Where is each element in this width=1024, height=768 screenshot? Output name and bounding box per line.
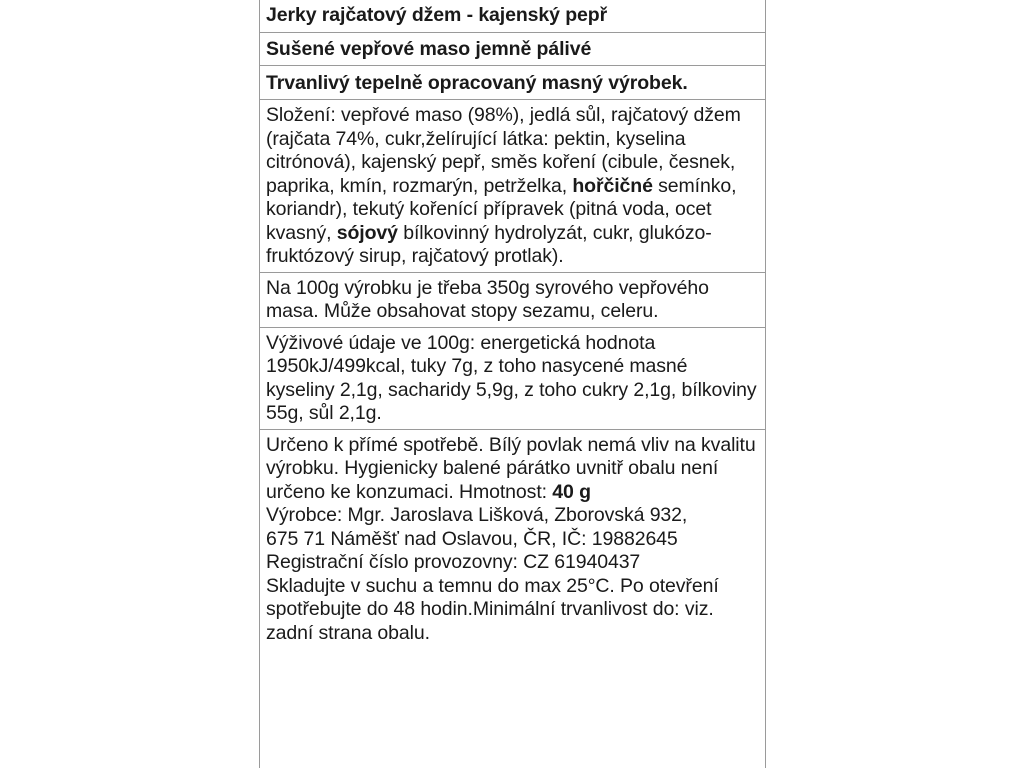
net-weight: 40 g (552, 480, 591, 503)
ingredients-text-3: bílkovinný hydrolyzát, cukr, glukózo-fruktózový sirup, rajčatový protlak). (266, 221, 712, 267)
product-info-section (260, 430, 765, 649)
ingredients-text-1: Složení: vepřové maso (98%), jedlá sůl, rajčatový džem (rajčata 74%, cukr,želírující látka: pektin, kyselina citrónová), kajenský pepř, směs koření (cibule, česnek, paprika, kmín, rozmarýn, petrželka, (266, 104, 741, 197)
product-subtitle: Sušené vepřové maso jemně pálivé (260, 33, 765, 66)
allergen-soy: sójový (336, 221, 398, 244)
usage-and-weight (266, 434, 759, 505)
registration-number: Registrační číslo provozovny: CZ 61940437 (266, 551, 641, 573)
producer-line-2: 675 71 Náměšť nad Oslavou, ČR, IČ: 19882645 (266, 527, 678, 550)
production-note: Na 100g výrobku je třeba 350g syrového vepřového masa. Může obsahovat stopy sezamu, celeru. (260, 273, 765, 328)
usage-text: Určeno k přímé spotřebě. Bílý povlak nemá vliv na kvalitu výrobku. Hygienicky balené párátko uvnitř obalu není určeno ke konzumaci. Hmotnost: (266, 433, 756, 503)
nutrition-facts: Výživové údaje ve 100g: energetická hodnota 1950kJ/499kcal, tuky 7g, z toho nasycené masné kyseliny 2,1g, sacharidy 5,9g, z toho cukry 2,1g, bílkoviny 55g, sůl 2,1g. (260, 328, 765, 430)
ingredients-text-2: semínko, koriandr), tekutý kořenící přípravek (pitná voda, ocet kvasný, (266, 174, 737, 244)
allergen-mustard: hořčičné (572, 174, 653, 197)
product-category: Trvanlivý tepelně opracovaný masný výrobek. (260, 66, 765, 100)
product-label (259, 0, 766, 768)
storage-instructions: Skladujte v suchu a temnu do max 25°C. Po otevření spotřebujte do 48 hodin.Minimální trvanlivost do: viz. zadní strana obalu. (266, 574, 719, 644)
producer-line-1: Výrobce: Mgr. Jaroslava Lišková, Zborovská 932, (266, 504, 688, 526)
product-name: Jerky rajčatový džem - kajenský pepř (260, 0, 765, 33)
ingredients-section (260, 100, 765, 273)
